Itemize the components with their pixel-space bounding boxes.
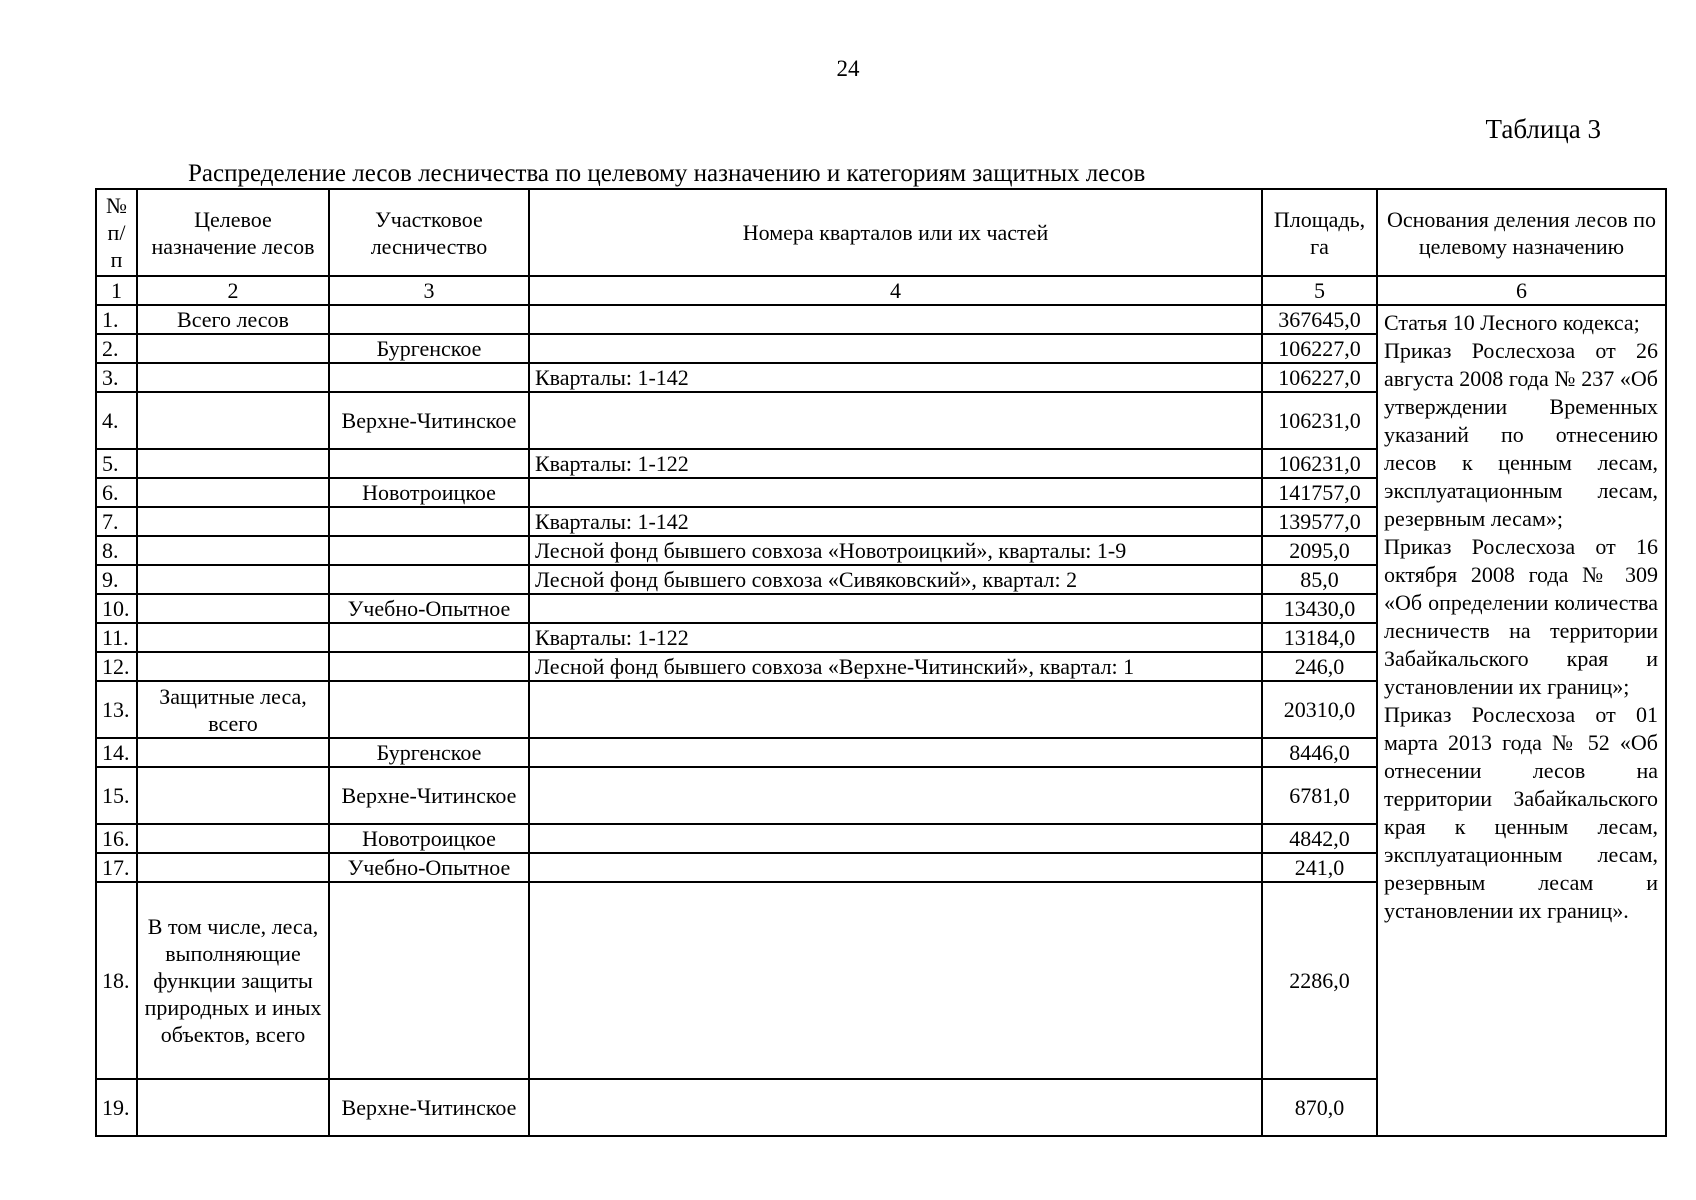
area-cell: 8446,0 (1262, 738, 1377, 767)
purpose-cell: В том числе, леса, выполняющие функции защиты природных и иных объектов, всего (137, 882, 329, 1079)
basis-cell (1377, 305, 1666, 1136)
district-cell: Верхне-Читинское (329, 1079, 529, 1136)
district-cell: Верхне-Читинское (329, 392, 529, 449)
column-number-cell: 6 (1377, 276, 1666, 305)
purpose-cell (137, 853, 329, 882)
area-cell: 106227,0 (1262, 334, 1377, 363)
quarters-cell: Кварталы: 1-142 (529, 363, 1262, 392)
quarters-cell (529, 478, 1262, 507)
row-number-cell: 12. (96, 652, 137, 681)
row-number-cell: 10. (96, 594, 137, 623)
row-number-cell: 7. (96, 507, 137, 536)
row-number-cell: 5. (96, 449, 137, 478)
district-cell (329, 623, 529, 652)
quarters-cell (529, 594, 1262, 623)
row-number-cell: 3. (96, 363, 137, 392)
purpose-cell (137, 334, 329, 363)
row-number-cell: 11. (96, 623, 137, 652)
row-number-cell: 14. (96, 738, 137, 767)
area-cell: 2286,0 (1262, 882, 1377, 1079)
purpose-cell: Защитные леса, всего (137, 681, 329, 738)
row-number-cell: 9. (96, 565, 137, 594)
district-cell (329, 652, 529, 681)
quarters-cell: Лесной фонд бывшего совхоза «Верхне-Читинский», квартал: 1 (529, 652, 1262, 681)
quarters-cell: Лесной фонд бывшего совхоза «Новотроицкий», кварталы: 1-9 (529, 536, 1262, 565)
district-cell (329, 536, 529, 565)
quarters-cell: Лесной фонд бывшего совхоза «Сивяковский», квартал: 2 (529, 565, 1262, 594)
district-cell (329, 681, 529, 738)
forest-distribution-table (95, 188, 1667, 1137)
district-cell: Верхне-Читинское (329, 767, 529, 824)
column-number-cell: 2 (137, 276, 329, 305)
header-cell-area: Площадь, га (1262, 189, 1377, 276)
area-cell: 85,0 (1262, 565, 1377, 594)
area-cell: 141757,0 (1262, 478, 1377, 507)
area-cell: 20310,0 (1262, 681, 1377, 738)
purpose-cell (137, 652, 329, 681)
purpose-cell (137, 392, 329, 449)
header-cell-basis: Основания деления лесов по целевому назначению (1377, 189, 1666, 276)
area-cell: 13430,0 (1262, 594, 1377, 623)
area-cell: 4842,0 (1262, 824, 1377, 853)
quarters-cell (529, 767, 1262, 824)
table-label: Таблица 3 (1485, 114, 1601, 144)
purpose-cell: Всего лесов (137, 305, 329, 334)
district-cell: Новотроицкое (329, 478, 529, 507)
district-cell (329, 882, 529, 1079)
quarters-cell: Кварталы: 1-142 (529, 507, 1262, 536)
row-number-cell: 16. (96, 824, 137, 853)
header-cell-quarters: Номера кварталов или их частей (529, 189, 1262, 276)
row-number-cell: 1. (96, 305, 137, 334)
area-cell: 6781,0 (1262, 767, 1377, 824)
area-cell: 106231,0 (1262, 392, 1377, 449)
column-number-cell: 5 (1262, 276, 1377, 305)
header-row (96, 189, 1666, 276)
purpose-cell (137, 565, 329, 594)
district-cell (329, 565, 529, 594)
purpose-cell (137, 738, 329, 767)
area-cell: 246,0 (1262, 652, 1377, 681)
district-cell: Бургенское (329, 334, 529, 363)
purpose-cell (137, 824, 329, 853)
header-cell-purpose: Целевое назначение лесов (137, 189, 329, 276)
quarters-cell (529, 824, 1262, 853)
quarters-cell: Кварталы: 1-122 (529, 449, 1262, 478)
area-cell: 2095,0 (1262, 536, 1377, 565)
quarters-cell (529, 1079, 1262, 1136)
basis-paragraph: Приказ Рослесхоза от 16 октября 2008 года № 309 «Об определении количества лесничеств на территории Забайкальского края и установлении их границ»; (1384, 534, 1658, 699)
area-cell: 870,0 (1262, 1079, 1377, 1136)
header-cell-district: Участковое лесничество (329, 189, 529, 276)
page-number: 24 (836, 56, 860, 81)
quarters-cell (529, 882, 1262, 1079)
district-cell: Бургенское (329, 738, 529, 767)
row-number-cell: 19. (96, 1079, 137, 1136)
quarters-cell: Кварталы: 1-122 (529, 623, 1262, 652)
table-title: Распределение лесов лесничества по целевому назначению и категориям защитных лесов (188, 160, 1146, 187)
row-number-cell: 15. (96, 767, 137, 824)
purpose-cell (137, 623, 329, 652)
area-cell: 106227,0 (1262, 363, 1377, 392)
quarters-cell (529, 305, 1262, 334)
row-number-cell: 18. (96, 882, 137, 1079)
purpose-cell (137, 536, 329, 565)
quarters-cell (529, 738, 1262, 767)
quarters-cell (529, 853, 1262, 882)
district-cell: Новотроицкое (329, 824, 529, 853)
basis-paragraph: Приказ Рослесхоза от 01 марта 2013 года № 52 «Об отнесении лесов на территории Забайкальского края к ценным лесам, эксплуатационным лесам, резервным лесам и установлении их границ». (1384, 702, 1658, 923)
row-number-cell: 17. (96, 853, 137, 882)
basis-paragraph: Приказ Рослесхоза от 26 августа 2008 года № 237 «Об утверждении Временных указаний по отнесению лесов к ценным лесам, эксплуатационным лесам, резервным лесам»; (1384, 338, 1658, 531)
purpose-cell (137, 594, 329, 623)
quarters-cell (529, 334, 1262, 363)
area-cell: 139577,0 (1262, 507, 1377, 536)
district-cell: Учебно-Опытное (329, 594, 529, 623)
purpose-cell (137, 1079, 329, 1136)
purpose-cell (137, 507, 329, 536)
table-row (96, 305, 1666, 334)
area-cell: 241,0 (1262, 853, 1377, 882)
quarters-cell (529, 392, 1262, 449)
district-cell (329, 507, 529, 536)
row-number-cell: 8. (96, 536, 137, 565)
purpose-cell (137, 478, 329, 507)
purpose-cell (137, 767, 329, 824)
area-cell: 13184,0 (1262, 623, 1377, 652)
district-cell (329, 363, 529, 392)
area-cell: 106231,0 (1262, 449, 1377, 478)
district-cell (329, 305, 529, 334)
row-number-cell: 6. (96, 478, 137, 507)
basis-paragraph: Статья 10 Лесного кодекса; (1384, 310, 1640, 335)
row-number-cell: 13. (96, 681, 137, 738)
column-number-row (96, 276, 1666, 305)
column-number-cell: 3 (329, 276, 529, 305)
district-cell (329, 449, 529, 478)
purpose-cell (137, 449, 329, 478)
column-number-cell: 1 (96, 276, 137, 305)
row-number-cell: 2. (96, 334, 137, 363)
quarters-cell (529, 681, 1262, 738)
area-cell: 367645,0 (1262, 305, 1377, 334)
district-cell: Учебно-Опытное (329, 853, 529, 882)
column-number-cell: 4 (529, 276, 1262, 305)
header-cell-number: № п/ п (96, 189, 137, 276)
row-number-cell: 4. (96, 392, 137, 449)
purpose-cell (137, 363, 329, 392)
